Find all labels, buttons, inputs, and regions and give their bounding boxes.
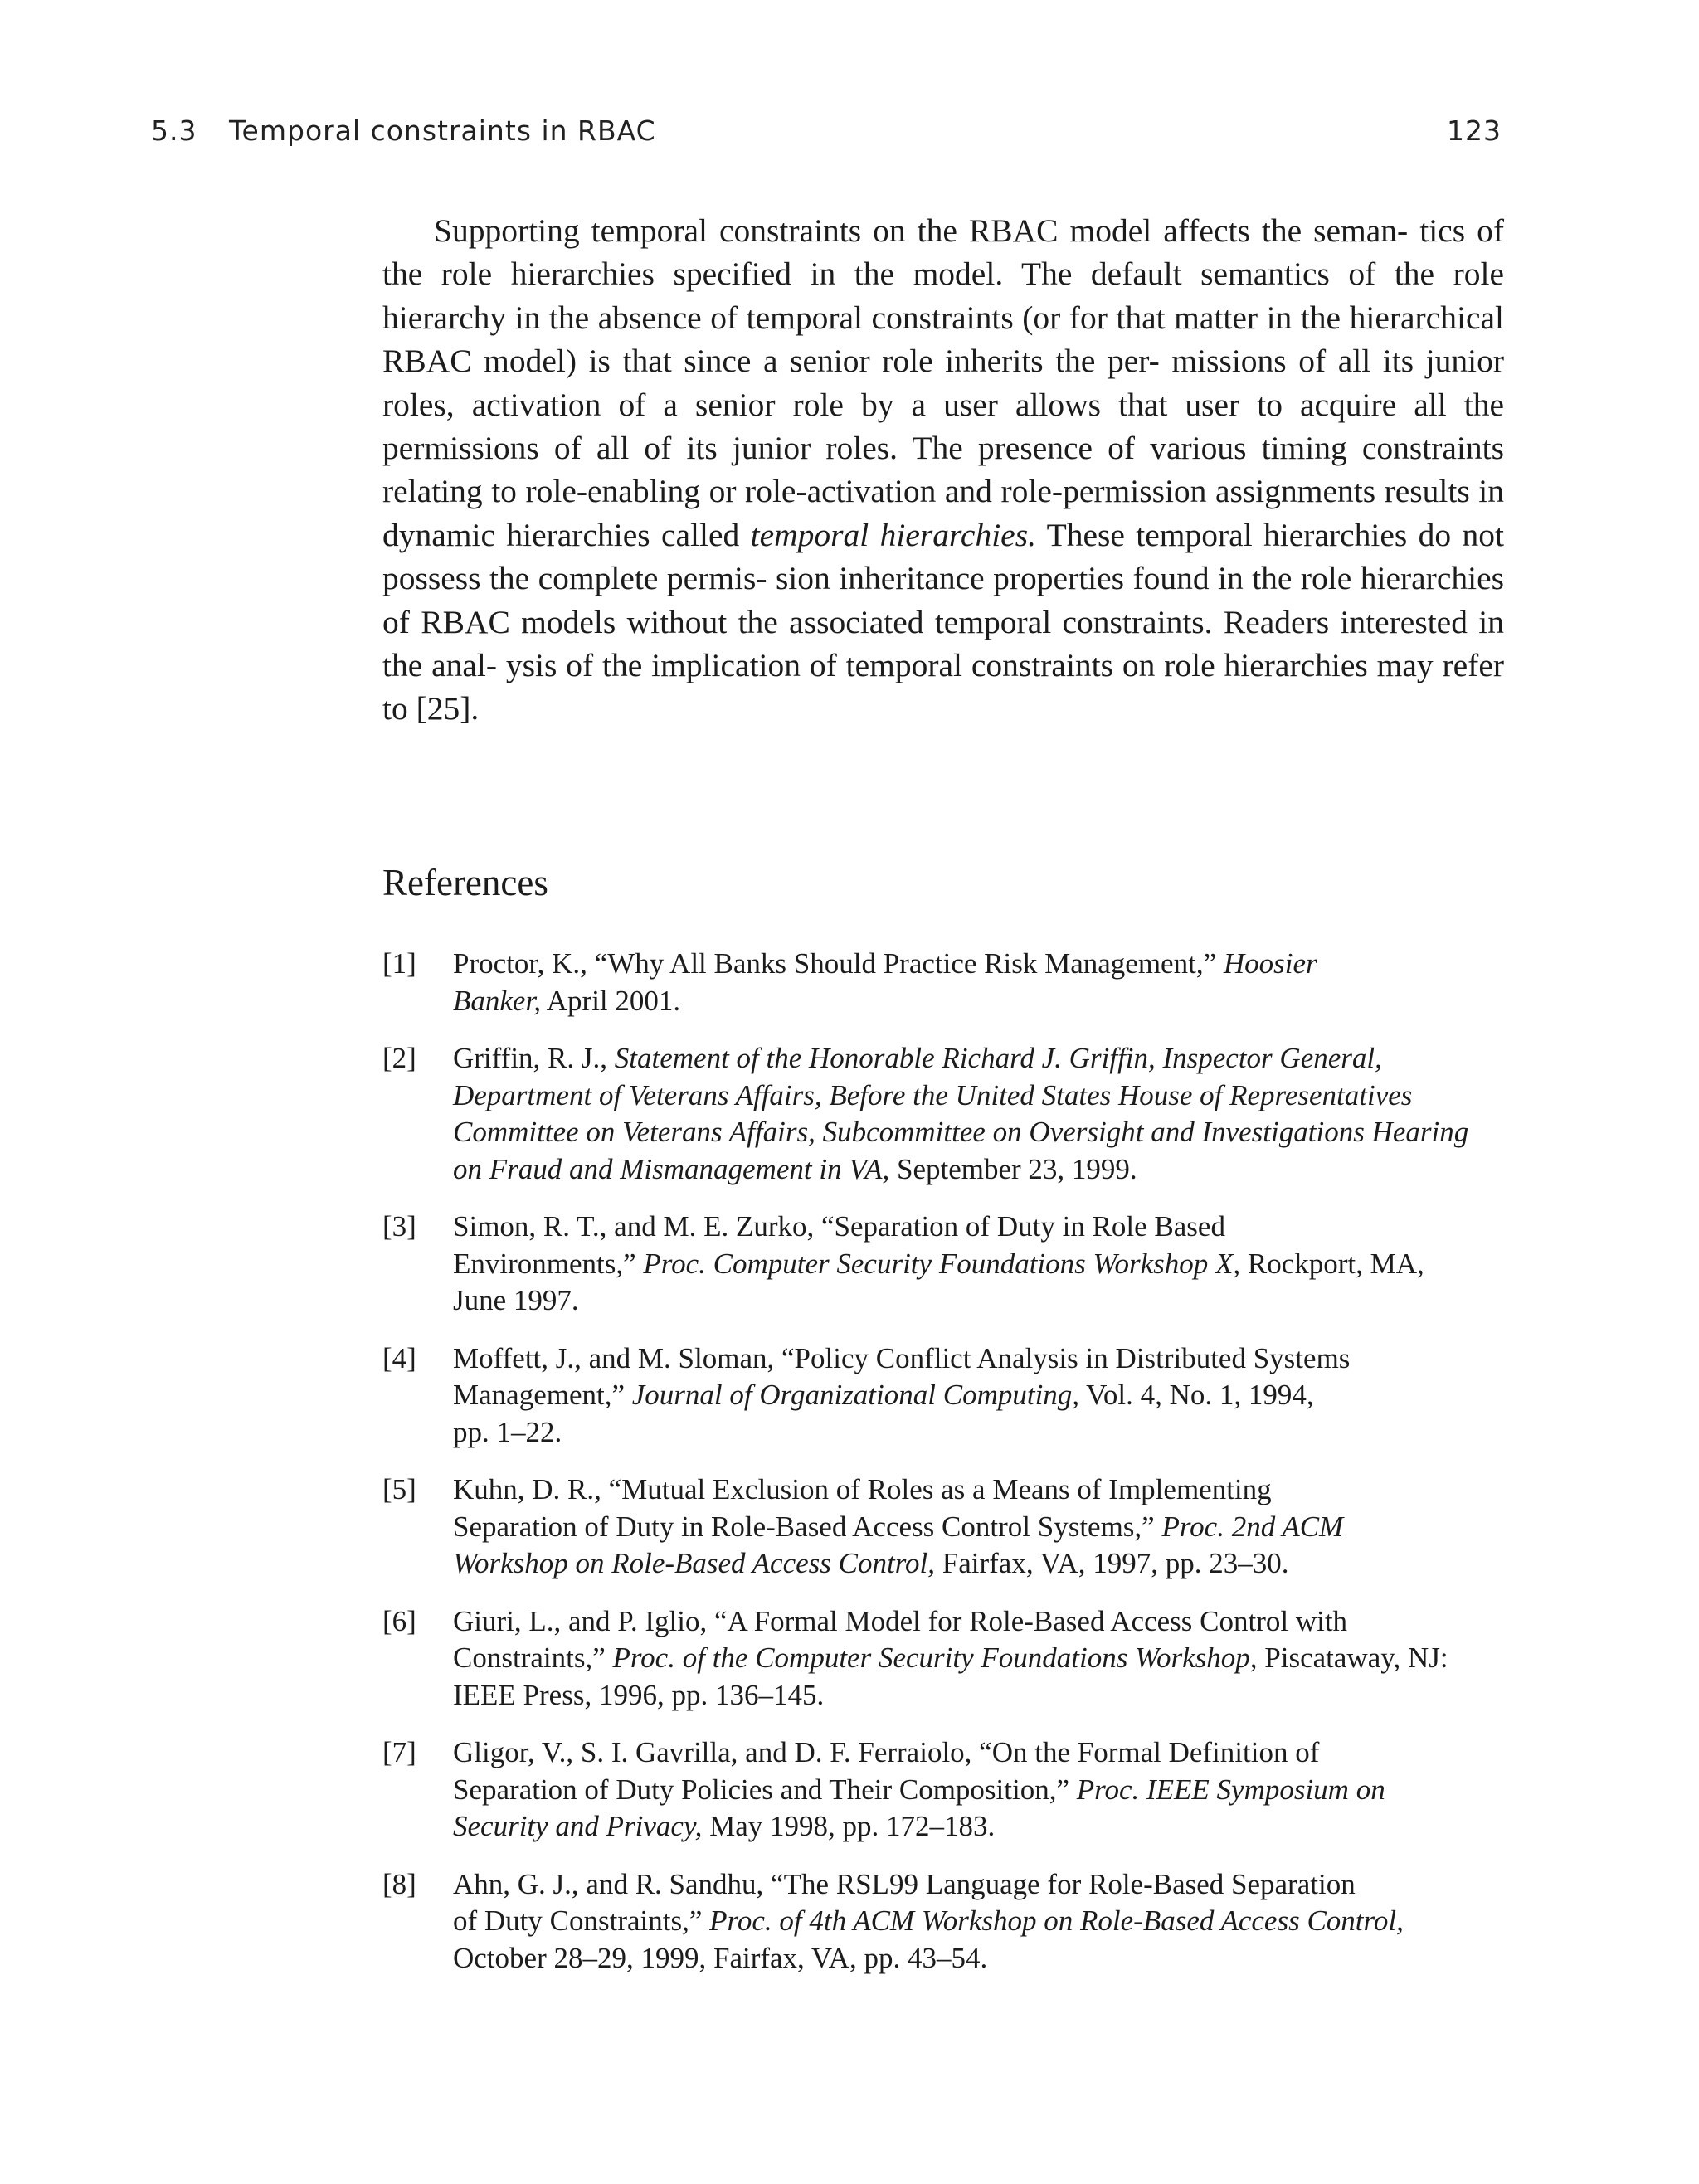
reference-text xyxy=(453,946,1504,1019)
reference-line xyxy=(453,1640,1504,1677)
reference-segment: Piscataway, NJ: xyxy=(1257,1642,1448,1674)
reference-segment: Constraints,” xyxy=(453,1642,613,1674)
reference-line xyxy=(453,1808,1504,1846)
reference-item xyxy=(382,1603,1504,1715)
reference-item xyxy=(382,1866,1504,1977)
reference-line xyxy=(453,1414,1504,1452)
reference-segment: Environments,” xyxy=(453,1247,644,1280)
reference-segment: of Duty Constraints,” xyxy=(453,1904,710,1937)
reference-segment: Vol. 4, No. 1, 1994, xyxy=(1079,1379,1314,1411)
running-header xyxy=(151,114,1502,156)
reference-segment: May 1998, pp. 172–183. xyxy=(702,1810,996,1842)
reference-line xyxy=(453,1151,1504,1189)
body-line: Supporting temporal constraints on the RBAC model affects the seman- xyxy=(434,212,1409,249)
reference-segment: Management,” xyxy=(453,1379,632,1411)
reference-segment: October 28–29, 1999, Fairfax, VA, pp. 43–54. xyxy=(453,1941,988,1974)
body-line: missions of all its junior roles, activation of a senior role by a user allows that xyxy=(382,343,1504,423)
reference-number: [3] xyxy=(382,1210,416,1243)
reference-text xyxy=(453,1471,1504,1583)
reference-number: [4] xyxy=(382,1341,416,1374)
body-line: user to acquire all the permissions of all of its junior roles. The presence of xyxy=(382,386,1505,467)
page-number: 123 xyxy=(1447,114,1502,147)
reference-italic-title: Committee on Veterans Affairs, Subcommittee on Oversight and Investigations Hearing xyxy=(453,1116,1469,1148)
reference-segment: pp. 1–22. xyxy=(453,1415,562,1448)
reference-line xyxy=(453,1509,1504,1546)
reference-number: [7] xyxy=(382,1736,416,1768)
reference-italic-title: Proc. Computer Security Foundations Workshop X, xyxy=(643,1247,1241,1280)
reference-segment: April 2001. xyxy=(540,984,681,1017)
reference-line xyxy=(453,1282,1504,1320)
reference-italic-title: Department of Veterans Affairs, Before the United States House of Representatives xyxy=(453,1078,1413,1111)
reference-list xyxy=(382,946,1504,1997)
reference-line xyxy=(453,1471,1504,1509)
reference-segment: Gligor, V., S. I. Gavrilla, and D. F. Ferraiolo, “On the Formal Definition of xyxy=(453,1736,1320,1768)
reference-italic-title: Proc. 2nd ACM xyxy=(1161,1510,1344,1543)
reference-segment: Simon, R. T., and M. E. Zurko, “Separation of Duty in Role Based xyxy=(453,1210,1225,1243)
reference-item xyxy=(382,1040,1504,1188)
reference-segment: Proctor, K., “Why All Banks Should Practice Risk Management,” xyxy=(453,947,1224,980)
reference-line xyxy=(453,1209,1504,1246)
reference-italic-title: Workshop on Role-Based Access Control, xyxy=(453,1547,936,1579)
reference-segment: September 23, 1999. xyxy=(889,1152,1137,1185)
reference-line xyxy=(453,946,1504,983)
reference-italic-title: Hoosier xyxy=(1223,947,1317,980)
reference-number: [8] xyxy=(382,1867,416,1900)
references-heading: References xyxy=(382,862,548,903)
reference-segment: Giuri, L., and P. Iglio, “A Formal Model for Role-Based Access Control with xyxy=(453,1604,1348,1637)
reference-line xyxy=(453,1545,1504,1583)
reference-item xyxy=(382,1471,1504,1583)
reference-line xyxy=(453,1377,1504,1414)
reference-line xyxy=(453,1340,1504,1378)
body-line: the role hierarchy in the absence of temporal constraints (or for that matter xyxy=(382,255,1505,336)
reference-line xyxy=(453,1040,1504,1077)
reference-text xyxy=(453,1866,1504,1977)
reference-segment: Separation of Duty in Role-Based Access Control Systems,” xyxy=(453,1510,1162,1543)
body-line: without the associated temporal constraints. Readers interested in the anal- xyxy=(382,603,1505,684)
reference-text xyxy=(453,1040,1504,1188)
reference-number: [5] xyxy=(382,1473,416,1505)
reference-segment: Griffin, R. J., xyxy=(453,1042,615,1074)
reference-number: [2] xyxy=(382,1042,416,1074)
body-paragraph xyxy=(382,209,1504,731)
reference-line xyxy=(453,1114,1504,1151)
reference-segment: Ahn, G. J., and R. Sandhu, “The RSL99 Language for Role-Based Separation xyxy=(453,1867,1356,1900)
reference-text xyxy=(453,1734,1504,1846)
body-line: sion inheritance properties found in the role hierarchies of RBAC models xyxy=(382,560,1504,640)
reference-line xyxy=(453,1734,1504,1772)
reference-segment: Kuhn, D. R., “Mutual Exclusion of Roles as a Means of Implementing xyxy=(453,1473,1272,1505)
body-line: to [25]. xyxy=(382,690,480,727)
reference-italic-title: on Fraud and Mismanagement in VA, xyxy=(453,1152,890,1185)
reference-item xyxy=(382,1734,1504,1846)
reference-item xyxy=(382,1340,1504,1452)
reference-text xyxy=(453,1603,1504,1715)
reference-italic-title: Proc. of the Computer Security Foundations Workshop, xyxy=(612,1642,1258,1674)
reference-segment: June 1997. xyxy=(453,1284,579,1316)
reference-item xyxy=(382,946,1504,1019)
reference-line xyxy=(453,1246,1504,1283)
reference-italic-title: Statement of the Honorable Richard J. Griffin, Inspector General, xyxy=(614,1042,1382,1074)
reference-segment: Separation of Duty Policies and Their Composition,” xyxy=(453,1773,1077,1806)
reference-line xyxy=(453,1903,1504,1940)
reference-line xyxy=(453,1603,1504,1641)
reference-italic-title: Proc. IEEE Symposium on xyxy=(1076,1773,1385,1806)
reference-italic-title: Banker, xyxy=(453,984,541,1017)
section-title: Temporal constraints in RBAC xyxy=(229,114,656,147)
reference-line xyxy=(453,1772,1504,1809)
body-line: These temporal hierarchies do not possess the complete permis- xyxy=(382,516,1504,597)
body-line: role-permission assignments results in dynamic hierarchies called xyxy=(382,473,1505,553)
reference-text xyxy=(453,1340,1504,1452)
section-number: 5.3 xyxy=(151,114,197,147)
reference-line xyxy=(453,1866,1504,1904)
emphasis-term: temporal xyxy=(750,516,869,553)
reference-italic-title: Proc. of 4th ACM Workshop on Role-Based Access Control, xyxy=(709,1904,1404,1937)
body-line: ysis of the implication of temporal constraints on role hierarchies may refer xyxy=(505,647,1505,684)
reference-number: [1] xyxy=(382,947,416,980)
reference-line xyxy=(453,1677,1504,1715)
reference-segment: IEEE Press, 1996, pp. 136–145. xyxy=(453,1678,825,1711)
reference-line xyxy=(453,983,1504,1020)
reference-italic-title: Journal of Organizational Computing, xyxy=(631,1379,1080,1411)
reference-line xyxy=(453,1077,1504,1115)
reference-text xyxy=(453,1209,1504,1320)
body-line: various timing constraints relating to role-enabling or role-activation and xyxy=(382,430,1504,510)
reference-number: [6] xyxy=(382,1604,416,1637)
body-line: tics of the role hierarchies specified in the model. The default semantics of xyxy=(382,212,1504,293)
reference-segment: Fairfax, VA, 1997, pp. 23–30. xyxy=(935,1547,1289,1579)
emphasis-term: hierarchies. xyxy=(879,516,1036,553)
reference-segment: Moffett, J., and M. Sloman, “Policy Conflict Analysis in Distributed Systems xyxy=(453,1341,1351,1374)
reference-italic-title: Security and Privacy, xyxy=(453,1810,703,1842)
reference-segment: Rockport, MA, xyxy=(1240,1247,1424,1280)
reference-line xyxy=(453,1940,1504,1977)
reference-item xyxy=(382,1209,1504,1320)
body-line: in the hierarchical RBAC model) is that since a senior role inherits the per- xyxy=(382,299,1505,380)
